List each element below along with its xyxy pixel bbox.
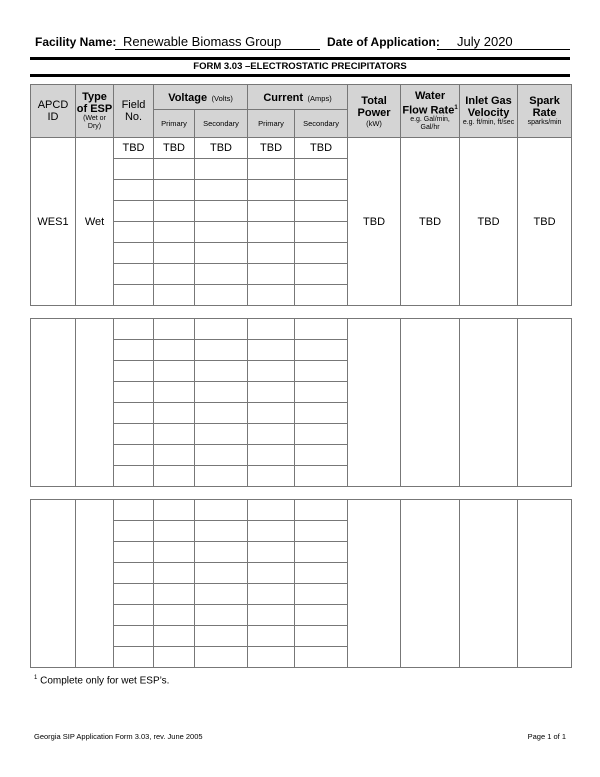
voltage-secondary-cell[interactable]: [195, 159, 248, 180]
col-voltage-primary: Primary: [154, 110, 195, 138]
voltage-primary-cell[interactable]: [154, 605, 195, 626]
current-secondary-cell[interactable]: [295, 605, 348, 626]
voltage-secondary-cell[interactable]: [195, 563, 248, 584]
water-flow-rate-cell[interactable]: [401, 500, 460, 668]
current-secondary-cell[interactable]: [295, 361, 348, 382]
current-secondary-cell[interactable]: [295, 563, 348, 584]
footnote-text: Complete only for wet ESP’s.: [40, 675, 170, 687]
field-no-cell[interactable]: [114, 521, 154, 542]
col-current-unit: (Amps): [307, 94, 332, 103]
current-primary-cell[interactable]: [248, 264, 295, 285]
current-secondary-cell[interactable]: [295, 584, 348, 605]
voltage-secondary-cell[interactable]: [195, 243, 248, 264]
voltage-primary-cell[interactable]: [154, 445, 195, 466]
date-of-application-value: July 2020: [457, 34, 513, 49]
voltage-primary-cell[interactable]: [154, 466, 195, 487]
field-no-cell[interactable]: [114, 340, 154, 361]
esp-type-cell[interactable]: [76, 500, 114, 668]
current-secondary-cell[interactable]: [295, 180, 348, 201]
facility-name-label: Facility Name:: [35, 35, 117, 49]
current-secondary-cell[interactable]: [295, 466, 348, 487]
current-secondary-cell[interactable]: [295, 445, 348, 466]
apcd-id-cell[interactable]: WES1: [31, 138, 76, 306]
current-primary-cell[interactable]: [248, 542, 295, 563]
voltage-primary-cell[interactable]: [154, 500, 195, 521]
current-secondary-cell[interactable]: [295, 222, 348, 243]
col-current-secondary: Secondary: [295, 110, 348, 138]
col-voltage-unit: (Volts): [211, 94, 233, 103]
current-primary-cell[interactable]: [248, 180, 295, 201]
voltage-secondary-cell[interactable]: [195, 264, 248, 285]
footer-form-revision: Georgia SIP Application Form 3.03, rev. June 2005: [34, 732, 203, 741]
voltage-primary-cell[interactable]: [154, 521, 195, 542]
field-no-cell[interactable]: [114, 466, 154, 487]
voltage-secondary-cell[interactable]: [195, 285, 248, 306]
field-no-cell[interactable]: [114, 626, 154, 647]
col-water-flow-footnote-ref: 1: [454, 104, 458, 111]
current-primary-cell[interactable]: [248, 319, 295, 340]
voltage-primary-cell[interactable]: [154, 159, 195, 180]
voltage-primary-cell[interactable]: [154, 584, 195, 605]
voltage-secondary-cell[interactable]: [195, 424, 248, 445]
col-water-flow-rate: [401, 85, 460, 138]
voltage-secondary-cell[interactable]: [195, 466, 248, 487]
col-total-power: [348, 85, 401, 138]
voltage-secondary-cell[interactable]: [195, 626, 248, 647]
voltage-secondary-cell[interactable]: [195, 500, 248, 521]
voltage-primary-cell[interactable]: [154, 180, 195, 201]
current-primary-cell[interactable]: [248, 626, 295, 647]
current-secondary-cell[interactable]: TBD: [295, 138, 348, 159]
col-type-of-esp-label: Type of ESP: [76, 91, 113, 115]
date-of-application-label: Date of Application:: [327, 35, 440, 49]
voltage-primary-cell[interactable]: [154, 647, 195, 668]
facility-name-value: Renewable Biomass Group: [123, 34, 282, 49]
current-primary-cell[interactable]: [248, 403, 295, 424]
current-primary-cell[interactable]: [248, 584, 295, 605]
field-no-cell[interactable]: [114, 361, 154, 382]
col-inlet-gas-velocity-label: Inlet Gas Velocity: [465, 95, 512, 119]
voltage-secondary-cell[interactable]: TBD: [195, 138, 248, 159]
field-no-cell[interactable]: [114, 647, 154, 668]
title-bottom-rule: [30, 74, 570, 77]
current-primary-cell[interactable]: TBD: [248, 138, 295, 159]
voltage-primary-cell[interactable]: [154, 264, 195, 285]
field-no-cell[interactable]: [114, 584, 154, 605]
current-secondary-cell[interactable]: [295, 521, 348, 542]
current-secondary-cell[interactable]: [295, 340, 348, 361]
footer-page-number: Page 1 of 1: [527, 732, 566, 741]
voltage-primary-cell[interactable]: [154, 563, 195, 584]
col-type-of-esp-note: (Wet or Dry): [83, 115, 106, 130]
total-power-cell[interactable]: [348, 500, 401, 668]
current-primary-cell[interactable]: [248, 605, 295, 626]
field-no-cell[interactable]: [114, 264, 154, 285]
table-row: [31, 500, 572, 521]
water-flow-rate-cell[interactable]: [401, 319, 460, 487]
col-type-of-esp: [76, 85, 114, 138]
current-primary-cell[interactable]: [248, 340, 295, 361]
voltage-primary-cell[interactable]: [154, 361, 195, 382]
apcd-id-cell[interactable]: [31, 500, 76, 668]
current-primary-cell[interactable]: [248, 222, 295, 243]
total-power-cell[interactable]: [348, 319, 401, 487]
current-primary-cell[interactable]: [248, 647, 295, 668]
water-flow-rate-cell[interactable]: TBD: [401, 138, 460, 306]
current-secondary-cell[interactable]: [295, 500, 348, 521]
current-primary-cell[interactable]: [248, 424, 295, 445]
current-primary-cell[interactable]: [248, 159, 295, 180]
field-no-cell[interactable]: TBD: [114, 138, 154, 159]
footnote-marker: 1: [34, 675, 38, 681]
voltage-secondary-cell[interactable]: [195, 382, 248, 403]
footnote: [34, 675, 169, 686]
voltage-primary-cell[interactable]: [154, 340, 195, 361]
field-no-cell[interactable]: [114, 403, 154, 424]
field-no-cell[interactable]: [114, 424, 154, 445]
voltage-secondary-cell[interactable]: [195, 542, 248, 563]
col-field-no: Field No.: [114, 85, 154, 138]
field-no-cell[interactable]: [114, 382, 154, 403]
col-inlet-gas-velocity-unit: e.g. ft/min, ft/sec: [462, 119, 515, 126]
col-water-flow-rate-label: Water Flow Rate: [402, 89, 455, 117]
field-no-cell[interactable]: [114, 180, 154, 201]
current-primary-cell[interactable]: [248, 445, 295, 466]
voltage-secondary-cell[interactable]: [195, 361, 248, 382]
col-apcd-id: APCD ID: [31, 85, 76, 138]
voltage-primary-cell[interactable]: [154, 243, 195, 264]
col-total-power-unit: (kW): [366, 118, 382, 128]
voltage-primary-cell[interactable]: TBD: [154, 138, 195, 159]
current-primary-cell[interactable]: [248, 466, 295, 487]
current-primary-cell[interactable]: [248, 500, 295, 521]
esp-table-section-1: [30, 84, 572, 306]
current-primary-cell[interactable]: [248, 285, 295, 306]
col-total-power-label: Total Power: [357, 94, 391, 119]
current-secondary-cell[interactable]: [295, 201, 348, 222]
current-secondary-cell[interactable]: [295, 542, 348, 563]
form-title: FORM 3.03 –ELECTROSTATIC PRECIPITATORS: [193, 61, 407, 72]
voltage-primary-cell[interactable]: [154, 542, 195, 563]
inlet-gas-velocity-cell[interactable]: TBD: [460, 138, 518, 306]
total-power-cell[interactable]: TBD: [348, 138, 401, 306]
field-no-cell[interactable]: [114, 285, 154, 306]
col-voltage-label: Voltage: [168, 92, 208, 104]
voltage-secondary-cell[interactable]: [195, 180, 248, 201]
current-secondary-cell[interactable]: [295, 159, 348, 180]
current-secondary-cell[interactable]: [295, 626, 348, 647]
voltage-secondary-cell[interactable]: [195, 403, 248, 424]
voltage-secondary-cell[interactable]: [195, 584, 248, 605]
current-primary-cell[interactable]: [248, 382, 295, 403]
voltage-primary-cell[interactable]: [154, 626, 195, 647]
current-primary-cell[interactable]: [248, 361, 295, 382]
col-water-flow-rate-unit: e.g. Gal/min, Gal/hr: [410, 116, 450, 132]
current-primary-cell[interactable]: [248, 243, 295, 264]
col-voltage: [154, 85, 248, 110]
voltage-secondary-cell[interactable]: [195, 521, 248, 542]
voltage-secondary-cell[interactable]: [195, 340, 248, 361]
esp-type-cell[interactable]: [76, 319, 114, 487]
field-no-cell[interactable]: [114, 563, 154, 584]
field-no-cell[interactable]: [114, 159, 154, 180]
current-primary-cell[interactable]: [248, 201, 295, 222]
col-spark-rate-label: Spark Rate: [529, 95, 560, 119]
current-secondary-cell[interactable]: [295, 285, 348, 306]
col-inlet-gas-velocity: [460, 85, 518, 138]
table-row: [31, 319, 572, 340]
field-no-cell[interactable]: [114, 201, 154, 222]
voltage-primary-cell[interactable]: [154, 403, 195, 424]
spark-rate-cell[interactable]: [518, 319, 572, 487]
esp-table-section-3: [30, 499, 572, 668]
voltage-secondary-cell[interactable]: [195, 201, 248, 222]
field-no-cell[interactable]: [114, 222, 154, 243]
facility-name-underline: [115, 49, 320, 50]
inlet-gas-velocity-cell[interactable]: [460, 319, 518, 487]
col-spark-rate-unit: sparks/min: [527, 119, 562, 126]
inlet-gas-velocity-cell[interactable]: [460, 500, 518, 668]
current-secondary-cell[interactable]: [295, 424, 348, 445]
current-secondary-cell[interactable]: [295, 264, 348, 285]
col-spark-rate: [518, 85, 572, 138]
voltage-primary-cell[interactable]: [154, 382, 195, 403]
field-no-cell[interactable]: [114, 542, 154, 563]
col-current-label: Current: [263, 92, 304, 104]
voltage-secondary-cell[interactable]: [195, 445, 248, 466]
field-no-cell[interactable]: [114, 500, 154, 521]
current-secondary-cell[interactable]: [295, 403, 348, 424]
field-no-cell[interactable]: [114, 445, 154, 466]
current-secondary-cell[interactable]: [295, 382, 348, 403]
voltage-secondary-cell[interactable]: [195, 222, 248, 243]
voltage-primary-cell[interactable]: [154, 222, 195, 243]
col-voltage-secondary: Secondary: [195, 110, 248, 138]
current-secondary-cell[interactable]: [295, 319, 348, 340]
voltage-primary-cell[interactable]: [154, 201, 195, 222]
field-no-cell[interactable]: [114, 605, 154, 626]
voltage-primary-cell[interactable]: [154, 424, 195, 445]
date-underline: [437, 49, 570, 50]
apcd-id-cell[interactable]: [31, 319, 76, 487]
voltage-secondary-cell[interactable]: [195, 605, 248, 626]
current-secondary-cell[interactable]: [295, 243, 348, 264]
col-current: [248, 85, 348, 110]
spark-rate-cell[interactable]: TBD: [518, 138, 572, 306]
field-no-cell[interactable]: [114, 319, 154, 340]
esp-type-cell[interactable]: Wet: [76, 138, 114, 306]
current-primary-cell[interactable]: [248, 563, 295, 584]
field-no-cell[interactable]: [114, 243, 154, 264]
spark-rate-cell[interactable]: [518, 500, 572, 668]
voltage-secondary-cell[interactable]: [195, 647, 248, 668]
voltage-secondary-cell[interactable]: [195, 319, 248, 340]
voltage-primary-cell[interactable]: [154, 285, 195, 306]
esp-table-section-2: [30, 318, 572, 487]
title-top-rule: [30, 57, 570, 60]
table-row: [31, 138, 572, 159]
current-secondary-cell[interactable]: [295, 647, 348, 668]
current-primary-cell[interactable]: [248, 521, 295, 542]
col-current-primary: Primary: [248, 110, 295, 138]
voltage-primary-cell[interactable]: [154, 319, 195, 340]
